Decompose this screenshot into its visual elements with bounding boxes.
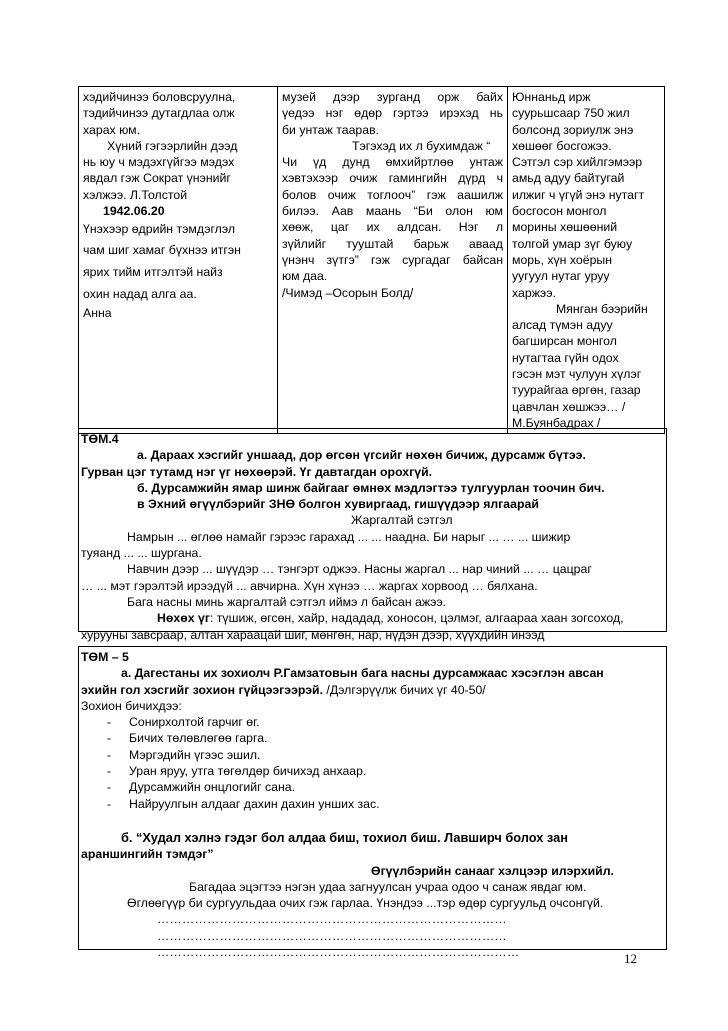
answer-line: ………………………………………………………………………… <box>157 912 507 927</box>
list-item: - Найруулгын алдааг дахин дахин унших зас. <box>107 796 380 811</box>
excerpt-table <box>78 86 665 434</box>
table-cell-col1 <box>79 87 278 434</box>
col2-line: Тэгэхэд их л бухимдаж “ <box>352 138 491 153</box>
tom5-task-a-bold: эхийн гол хэсгийг зохион гүйцээгээрэй. <box>81 682 323 697</box>
list-item: - Сонирхолтой гарчиг өг. <box>107 715 260 730</box>
fill-words-cont: хурууны завсраар, алтан хараацай шиг, мөнгөн, нар, нүдэн дээр, хүүхдийн инээд <box>81 627 545 642</box>
tom4-heading: ТӨМ.4 <box>81 432 119 446</box>
col2-line: зүйлийг тууштай барьж аваад <box>282 236 503 251</box>
col1-line: нь юу ч мэдэхгүйгээ мэдэх <box>83 155 235 170</box>
col2-line: юм даа. <box>282 269 328 284</box>
list-item: - Уран яруу, утга төгөлдөр бичихэд анхаар. <box>107 764 367 779</box>
tom5-instruction: Өгүүлбэрийн санааг хэлцээр илэрхийл. <box>371 863 614 878</box>
col3-line: нутагтаа гүйн одох <box>512 350 619 365</box>
author-name: Анна <box>83 306 112 321</box>
tom4-task-b: б. Дурсамжийн ямар шинж байгааг өмнөх мэдлэгтээ тулгуурлан тоочин бич. <box>137 480 605 495</box>
tom5-task-a: а. Дагестаны их зохиолч Р.Гамзатовын бага насны дурсамжаас хэсэглэн авсан <box>121 666 604 681</box>
col1-line: явдал гэж Сократ үнэнийг <box>83 171 231 186</box>
tom5-task-a-cont <box>81 682 666 698</box>
passage-line: Намрын ... өглөө намайг гэрээс гарахад ... ... наадна. Би нарыг ... … ... шижир <box>127 529 571 544</box>
task-box-tom4 <box>78 428 667 642</box>
col1-line: чам шиг хамаг бүхнээ итгэн <box>83 243 241 258</box>
col3-line: морины хөшөөний <box>512 220 618 235</box>
fill-words-label: Нөхөх үг <box>157 611 210 626</box>
tom5-task-b-quote-cont: араншингийн тэмдэг” <box>81 847 214 862</box>
writing-guide-label: Зохион бичихдээ: <box>81 698 182 713</box>
passage-line: туяанд ... ... шургана. <box>81 546 202 561</box>
col3-line: болсонд зориулж энэ <box>512 122 634 137</box>
col2-line: музей дээр зурганд орж байх <box>282 90 503 104</box>
col3-line: Мянган бээрийн <box>556 301 648 316</box>
list-item: - Бичих төлөвлөгөө гарга. <box>107 731 268 746</box>
table-cell-col3 <box>508 87 665 434</box>
col2-line: хэвтэхээр очиж гамингийн дүрд ч <box>282 171 503 186</box>
col1-line: ярих тийм итгэлтэй найз <box>83 265 223 280</box>
col2-line: билээ. Аав маань “Би олон юм <box>282 204 503 219</box>
col3-line: морь, хүн хоёрын <box>512 252 613 267</box>
list-item: - Мэргэдийн үгээс эшил. <box>107 747 261 762</box>
answer-line: …………………………………………………………………………… <box>157 945 520 960</box>
col3-line: алсад түмэн адуу <box>512 318 613 333</box>
diary-date: 1942.06.20 <box>103 204 165 219</box>
col2-line: Чи үд дунд өмхийртлөө унтаж <box>282 155 503 170</box>
col3-line: амьд адуу байтугай <box>512 171 625 186</box>
col1-line: Хүний гэгээрлийн дээд <box>107 138 238 153</box>
col1-line: Үнэхээр өдрийн тэмдэглэл <box>83 222 236 237</box>
col3-line: толгой умар зүг буюу <box>512 236 633 251</box>
col3-line: уугуул нутаг уруу <box>512 269 610 284</box>
col1-line: харах юм. <box>83 122 141 137</box>
col3-line: Сэтгэл сэр хийлгэмээр <box>512 155 643 170</box>
fill-words-list: : түшиж, өгсөн, хайр, нададад, хоносон, цэлмэг, алгаараа хаан зогсоход, <box>209 611 624 626</box>
col3-line: туурайгаа өргөн, газар <box>512 383 641 398</box>
story-line: Өглөөгүүр би сургуульдаа очих гэж гарлаа. Үнэндээ ...тэр өдөр сургуульд очсонгүй. <box>127 896 604 911</box>
col2-line: хөөж, цаг их алдсан. Нэг л <box>282 220 503 235</box>
tom4-task-a: а. Дараах хэсгийг уншаад, дор өгсөн үгсийг нөхөн бичиж, дурсамж бүтээ. <box>137 448 586 463</box>
col2-line: үнэнч зүтгэ” гэж сургадаг байсан <box>282 252 503 267</box>
passage-line: Бага насны минь жаргалтай сэтгэл иймэ л байсан ажээ. <box>127 594 447 609</box>
col3-line: суурьшсаар 750 жил <box>512 106 630 121</box>
table-cell-col2 <box>278 87 508 434</box>
col3-line: илжиг ч үгүй энэ нутагт <box>512 187 645 202</box>
passage-title: Жаргалтай сэтгэл <box>351 513 453 528</box>
col3-author: М.Буянбадрах / <box>512 415 601 430</box>
story-line: Багадаа эцэгтээ нэгэн удаа загнуулсан учраа одоо ч санаж явдаг юм. <box>189 879 587 894</box>
col3-line: гэсэн мэт чулуун хүлэг <box>512 367 642 382</box>
col1-line: охин надад алга аа. <box>83 287 197 302</box>
page-number: 12 <box>624 951 637 966</box>
col3-line: багширсан монгол <box>512 334 617 349</box>
passage-line: … ... мэт гэрэлтэй ирээдүй ... авчирна. Хүн хүнээ … жаргах хорвоод … бялхана. <box>81 578 538 593</box>
col2-author: /Чимэд –Осорын Болд/ <box>282 285 414 300</box>
tom5-task-b-quote: б. “Худал хэлнэ гэдэг бол алдаа биш, тохиол биш. Лавширч болох зан <box>121 829 568 845</box>
col2-line: үедээ нэг өдөр гэртээ ирэхэд нь <box>282 106 503 121</box>
col3-line: хөшөөг босгожээ. <box>512 138 612 153</box>
col1-line: хэдийчинээ боловсруулна, <box>83 90 236 104</box>
tom4-task-a-cont: Гурван цэг тутамд нэг үг нөхөөрэй. Үг давтагдан орохгүй. <box>81 464 433 479</box>
col3-line: харжээ. <box>512 285 556 300</box>
tom4-task-v: в Эхний өгүүлбэрийг ЗНӨ болгон хувиргаад, гишүүдээр ялгаарай <box>137 497 539 512</box>
passage-line: Навчин дээр ... шүүдэр … тэнгэрт оджээ. Насны жаргал ... нар чиний ... … цацраг <box>127 562 592 577</box>
col3-line: Юннаньд ирж <box>512 90 591 104</box>
list-item: - Дурсамжийн онцлогийг сана. <box>107 780 296 795</box>
col2-line: болов очиж тоглоoч” гэж аашилж <box>282 187 503 202</box>
col1-line: хэлжээ. Л.Толстой <box>83 187 188 202</box>
col3-line: босгосон монгол <box>512 204 607 219</box>
tom5-task-a-note: /Дэлгэрүүлж бичих үг 40-50/ <box>323 682 486 697</box>
col2-line: би унтаж таарав. <box>282 122 380 137</box>
col3-line: цавчлан хөшжээ… / <box>512 399 626 414</box>
tom5-heading: ТӨМ – 5 <box>81 650 129 664</box>
answer-line: ………………………………………………………………………… <box>157 928 507 943</box>
fill-words <box>81 610 666 626</box>
col1-line: тэдийчинээ дутагдлаа олж <box>83 106 235 121</box>
